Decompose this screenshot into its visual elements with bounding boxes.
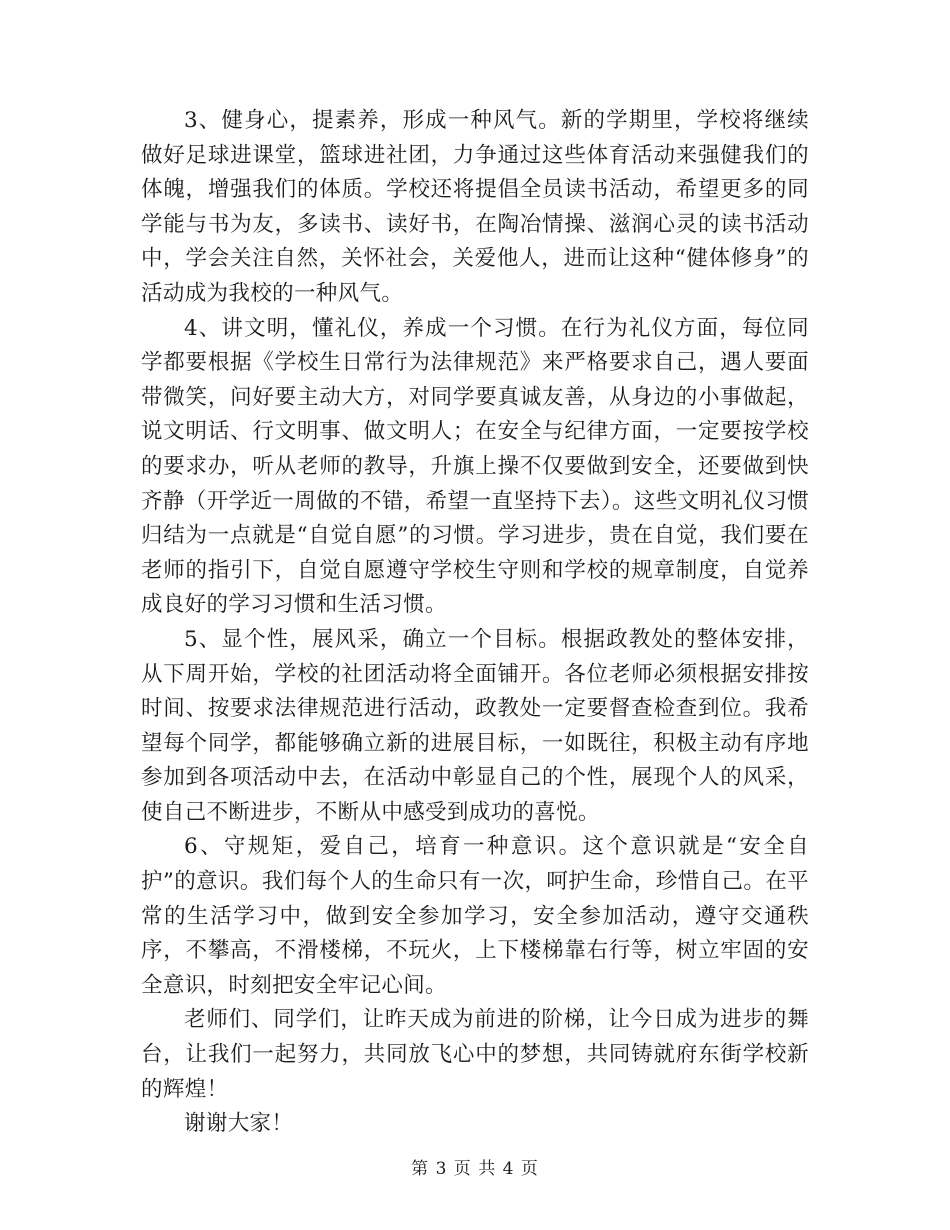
paragraph-item-4: 4、讲文明，懂礼仪，养成一个习惯。在行为礼仪方面，每位同学都要根据《学校生日常行为法律规范》来严格要求自己，遇人要面带微笑，问好要主动大方，对同学要真诚友善，从身边的小事做起，说文明话、行文明事、做文明人；在安全与纪律方面，一定要按学校的要求办，听从老师的教导，升旗上操不仅要做到安全，还要做到快齐静（开学近一周做的不错，希望一直坚持下去）。这些文明礼仪习惯归结为一点就是“自觉自愿”的习惯。学习进步，贵在自觉，我们要在老师的指引下，自觉自愿遵守学校生守则和学校的规章制度，自觉养成良好的学习习惯和生活习惯。 [141,315,809,618]
paragraph-item-3: 3、健身心，提素养，形成一种风气。新的学期里，学校将继续做好足球进课堂，篮球进社团，力争通过这些体育活动来强健我们的体魄，增强我们的体质。学校还将提倡全员读书活动，希望更多的同学能与书为友，多读书、读好书，在陶冶情操、滋润心灵的读书活动中，学会关注自然，关怀社会，关爱他人，进而让这种“健体修身”的活动成为我校的一种风气。 [141,108,809,306]
closing-paragraph: 老师们、同学们，让昨天成为前进的阶梯，让今日成为进步的舞台，让我们一起努力，共同放飞心中的梦想，共同铸就府东街学校新的辉煌！ [141,1007,809,1102]
paragraph-item-5: 5、显个性，展风采，确立一个目标。根据政教处的整体安排，从下周开始，学校的社团活动将全面铺开。各位老师必须根据安排按时间、按要求法律规范进行活动，政教处一定要督查检查到位。我希望每个同学，都能够确立新的进展目标，一如既往，积极主动有序地参加到各项活动中去，在活动中彰显自己的个性，展现个人的风采，使自己不断进步，不断从中感受到成功的喜悦。 [141,626,809,825]
page-footer [0,1154,950,1179]
document-body [141,104,809,1142]
thanks-line: 谢谢大家！ [184,1111,294,1137]
page-number: 第 3 页 共 4 页 [411,1159,539,1179]
paragraph-item-6: 6、守规矩，爱自己，培育一种意识。这个意识就是“安全自护”的意识。我们每个人的生命只有一次，呵护生命，珍惜自己。在平常的生活学习中，做到安全参加学习，安全参加活动，遵守交通秩序，不攀高，不滑楼梯，不玩火，上下楼梯靠右行等，树立牢固的安全意识，时刻把安全牢记心间。 [141,834,809,998]
